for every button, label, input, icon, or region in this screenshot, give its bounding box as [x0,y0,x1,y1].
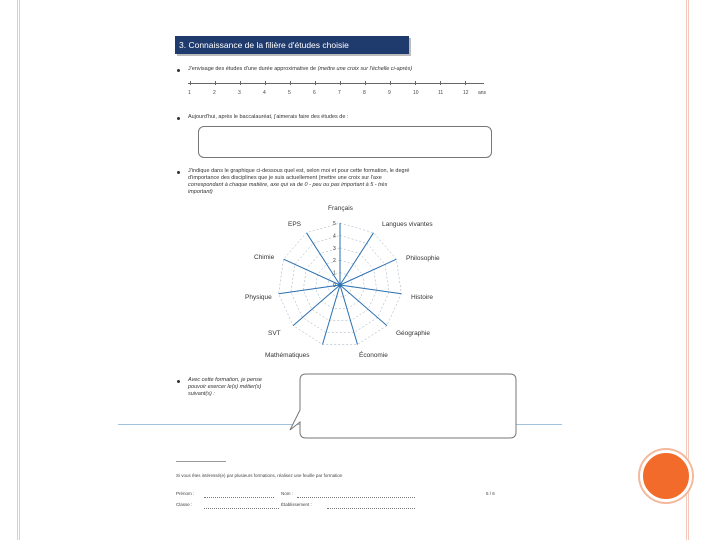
radar-axis-label: SVT [268,330,281,337]
radar-axis-label: Histoire [411,294,434,301]
question-disciplines-line: J'indique dans le graphique ci-dessous quel est, selon moi et pour cette formation, le degré [188,168,410,174]
footer-classe-label: Classe : [176,502,193,507]
duration-scale-mark[interactable] [290,81,291,85]
nom-field[interactable] [297,497,415,498]
radar-scale-label: 2 [333,258,336,265]
bullet-dot [177,380,180,383]
bullet-dot [177,117,180,120]
duration-scale-mark[interactable] [340,81,341,85]
right-frame-border [686,0,694,540]
question-disciplines-line: d'importance des disciplines que je suis actuellement (mettre une croix sur l'axe [188,175,382,181]
duration-scale-tick: 5 [288,90,291,96]
duration-scale-tick: 3 [238,90,241,96]
duration-scale-mark[interactable] [190,81,191,85]
question-disciplines-line: correspondant à chaque matière, axe qui va de 0 - peu ou pas important à 5 - très [188,182,388,188]
duration-scale-tick: 2 [213,90,216,96]
radar-axis-label: Économie [359,352,388,359]
radar-axis-label: Langues vivantes [382,221,433,228]
prenom-field[interactable] [204,497,274,498]
page-number: 5 / 6 [486,491,495,496]
duration-scale-tick: 8 [363,90,366,96]
question-duration-hint: (mettre une croix sur l'échelle ci-après) [317,66,413,72]
duration-scale-mark[interactable] [265,81,266,85]
duration-scale-mark[interactable] [440,81,441,85]
duration-scale-mark[interactable] [415,81,416,85]
question-jobs-line: pouvoir exercer le(s) métier(s) [188,384,262,390]
radar-scale-label: 4 [333,233,336,240]
duration-scale-tick: 10 [413,90,419,96]
section-title: 3. Connaissance de la filière d'études choisie [175,36,409,54]
question-studies: Aujourd'hui, après le baccalauréat, j'aimerais faire des études de : [188,114,349,120]
question-jobs-line: suivant(s) : [188,391,215,397]
duration-scale-mark[interactable] [390,81,391,85]
radar-axis-label: Philosophie [406,255,440,262]
question-disciplines-line: important) [188,189,213,195]
footer-rule [176,461,226,462]
radar-scale-label: 0 [333,283,336,289]
radar-axis-label: Physique [245,294,272,301]
radar-scale-label: 1 [333,270,336,277]
footer-nom-label: Nom : [281,491,294,496]
footer-prenom-label: Prénom : [176,491,195,496]
question-disciplines [188,168,508,196]
jobs-answer-bubble[interactable] [288,370,518,450]
radar-scale-label: 5 [333,221,336,227]
duration-scale-tick: 1 [188,90,191,96]
question-duration [188,66,508,73]
duration-scale-tick: 4 [263,90,266,96]
orange-circle-decoration [640,450,692,502]
duration-scale-mark[interactable] [315,81,316,85]
duration-scale-mark[interactable] [240,81,241,85]
radar-axis-label: Chimie [254,254,275,261]
radar-axis-label: EPS [288,221,302,228]
footer-etablissement-label: Établissement : [281,502,312,507]
radar-axis-label: Mathématiques [265,352,310,359]
classe-field[interactable] [204,508,279,509]
left-frame-border [0,0,20,540]
duration-scale-mark[interactable] [465,81,466,85]
radar-scale-label: 3 [333,245,336,252]
duration-scale-mark[interactable] [365,81,366,85]
duration-scale-tick: 11 [438,90,444,96]
duration-scale-tick: 9 [388,90,391,96]
radar-axis-label: Géographie [396,330,430,337]
duration-scale-tick: 6 [313,90,316,96]
duration-scale-tick: 12 [463,90,469,96]
bullet-dot [177,171,180,174]
radar-axis-label: Français [328,205,353,212]
question-duration-text: J'envisage des études d'une durée approximative de [188,66,317,72]
bullet-dot [177,69,180,72]
studies-answer-box[interactable] [198,126,492,158]
radar-axis[interactable] [323,285,341,345]
footer-note: Si vous êtes intéressé(e) par plusieurs formations, réalisez une feuille par formation [176,473,343,478]
duration-scale-mark[interactable] [215,81,216,85]
duration-scale-tick: 7 [338,90,341,96]
discipline-radar-chart[interactable] [240,210,440,360]
radar-axis[interactable] [340,285,358,345]
document-page [170,30,530,520]
duration-unit: ans [478,90,487,96]
etablissement-field[interactable] [327,508,415,509]
question-jobs-line: Avec cette formation, je pense [188,377,262,383]
